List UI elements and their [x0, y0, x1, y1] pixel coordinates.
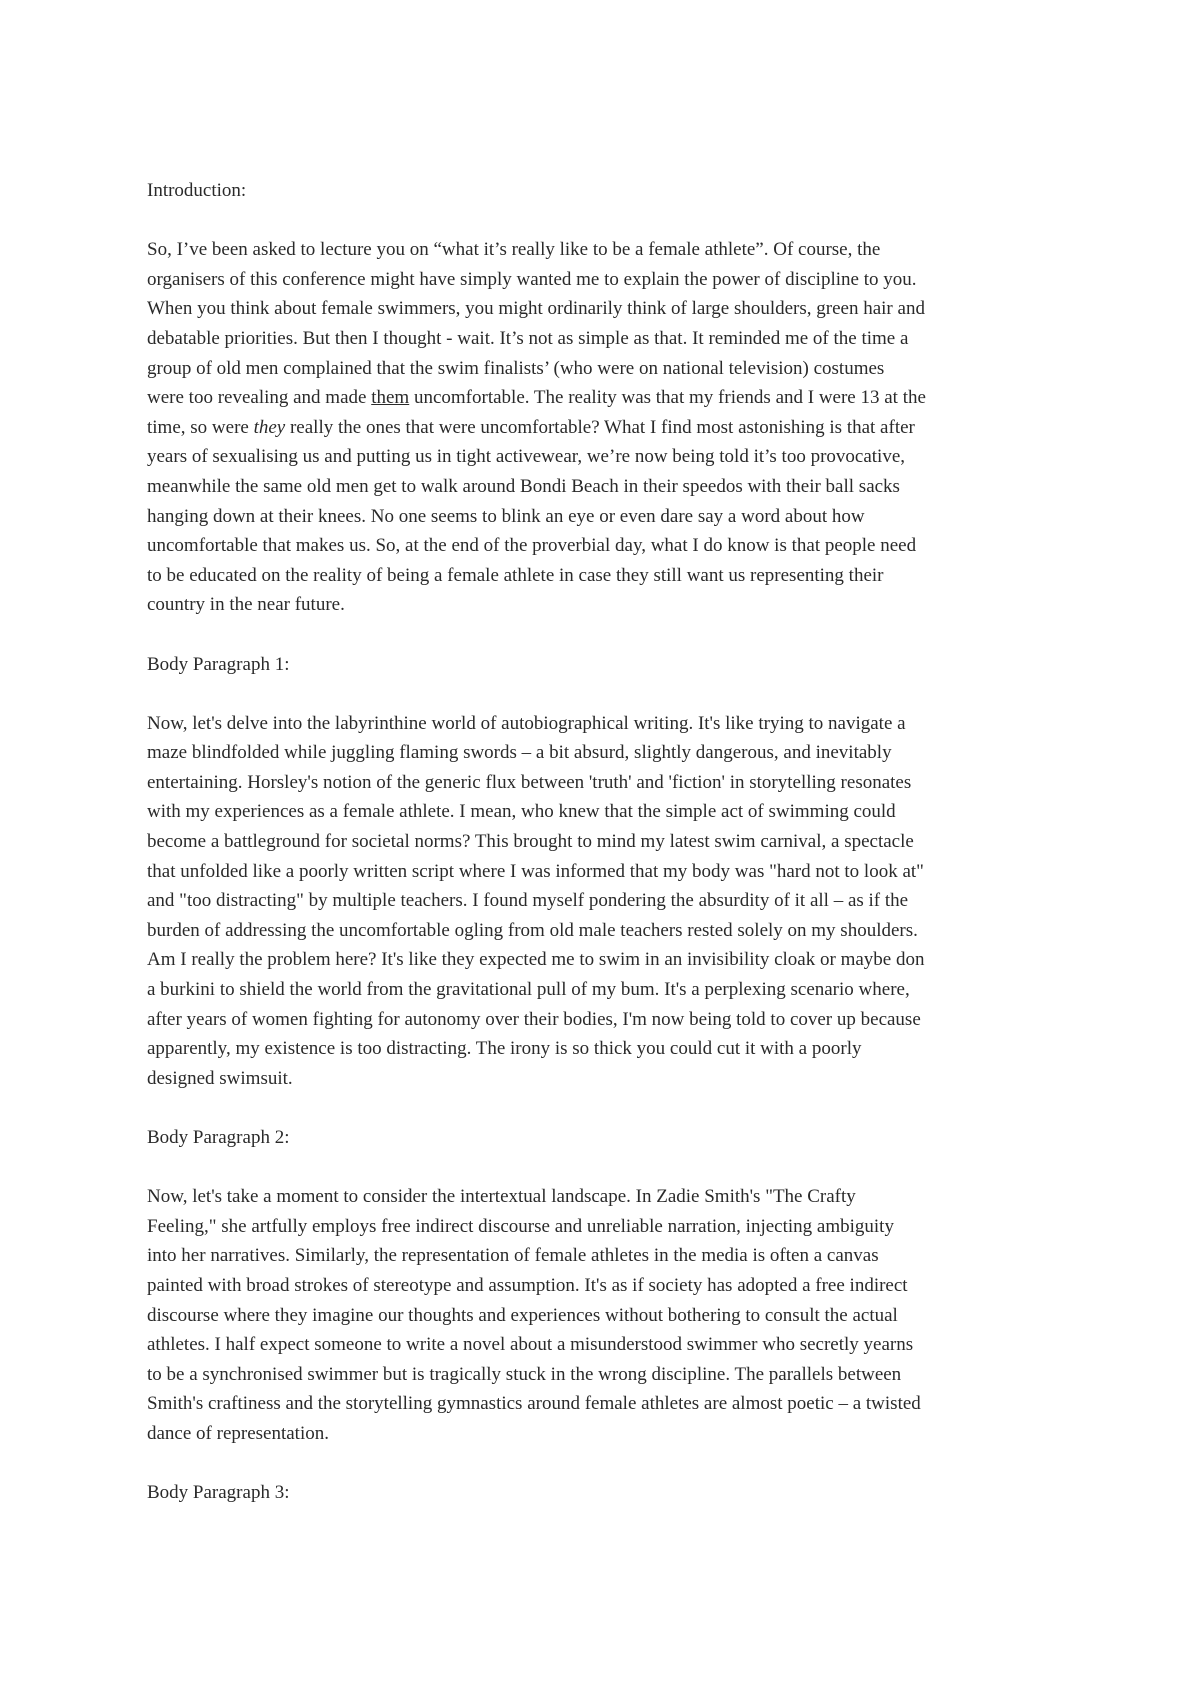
text-line: country in the near future. — [147, 594, 345, 616]
text-line: debatable priorities. But then I thought - wait. It’s not as simple as that. It reminded me of the time a — [147, 327, 909, 349]
text-line: athletes. I half expect someone to write a novel about a misunderstood swimmer who secretly yearns — [147, 1334, 914, 1356]
text-line: burden of addressing the uncomfortable ogling from old male teachers rested solely on my shoulders. — [147, 919, 918, 941]
text-line: become a battleground for societal norms? This brought to mind my latest swim carnival, a spectacle — [147, 831, 914, 853]
text-line: discourse where they imagine our thoughts and experiences without bothering to consult the actual — [147, 1304, 898, 1326]
text-line — [147, 413, 1067, 443]
text-line: So, I’ve been asked to lecture you on “what it’s really like to be a female athlete”. Of course, the — [147, 239, 881, 261]
text-line: a burkini to shield the world from the gravitational pull of my bum. It's a perplexing scenario where, — [147, 979, 910, 1001]
intro-heading: Introduction: — [147, 180, 247, 201]
text-line: dance of representation. — [147, 1422, 329, 1444]
text-line: designed swimsuit. — [147, 1067, 293, 1089]
text-line: meanwhile the same old men get to walk around Bondi Beach in their speedos with their ball sacks — [147, 475, 900, 497]
document-body — [147, 176, 1067, 1537]
text-line: that unfolded like a poorly written script where I was informed that my body was "hard not to look at" — [147, 860, 924, 882]
text-line: to be educated on the reality of being a female athlete in case they still want us representing their — [147, 564, 884, 586]
text-line: organisers of this conference might have simply wanted me to explain the power of discipline to you. — [147, 268, 917, 290]
text-line: uncomfortable that makes us. So, at the end of the proverbial day, what I do know is that people need — [147, 535, 917, 557]
text-run: time, so were — [147, 416, 254, 438]
text-line: group of old men complained that the swim finalists’ (who were on national television) costumes — [147, 357, 885, 379]
text-line: with my experiences as a female athlete. I mean, who knew that the simple act of swimming could — [147, 801, 896, 823]
text-line: Now, let's take a moment to consider the intertextual landscape. In Zadie Smith's "The Crafty — [147, 1186, 856, 1208]
italic-word: they — [253, 416, 286, 438]
text-line: maze blindfolded while juggling flaming swords – a bit absurd, slightly dangerous, and inevitably — [147, 742, 892, 764]
text-line: apparently, my existence is too distracting. The irony is so thick you could cut it with a poorly — [147, 1038, 862, 1060]
body2-paragraph — [147, 1182, 1067, 1448]
text-line: When you think about female swimmers, you might ordinarily think of large shoulders, green hair and — [147, 298, 925, 320]
underlined-word: them — [371, 387, 410, 409]
text-line: entertaining. Horsley's notion of the generic flux between 'truth' and 'fiction' in storytelling resonates — [147, 771, 912, 793]
text-line: painted with broad strokes of stereotype and assumption. It's as if society has adopted a free indirect — [147, 1274, 908, 1296]
text-line — [147, 383, 1067, 413]
body1-paragraph — [147, 709, 1067, 1094]
text-line: and "too distracting" by multiple teachers. I found myself pondering the absurdity of it all – as if the — [147, 890, 909, 912]
text-line: years of sexualising us and putting us in tight activewear, we’re now being told it’s too provocative, — [147, 446, 906, 468]
intro-paragraph — [147, 235, 1067, 620]
text-line: hanging down at their knees. No one seems to blink an eye or even dare say a word about how — [147, 505, 865, 527]
body2-heading: Body Paragraph 2: — [147, 1127, 290, 1148]
text-line: Am I really the problem here? It's like they expected me to swim in an invisibility cloak or maybe don — [147, 949, 925, 971]
body3-heading: Body Paragraph 3: — [147, 1482, 290, 1504]
text-line: Feeling," she artfully employs free indirect discourse and unreliable narration, injecting ambiguity — [147, 1215, 894, 1237]
text-line: to be a synchronised swimmer but is tragically stuck in the wrong discipline. The parallels between — [147, 1363, 902, 1385]
text-run: uncomfortable. The reality was that my friends and I were 13 at the — [409, 387, 926, 409]
text-run: really the ones that were uncomfortable? What I find most astonishing is that after — [285, 416, 915, 438]
text-line: after years of women fighting for autonomy over their bodies, I'm now being told to cover up because — [147, 1008, 921, 1030]
body1-heading: Body Paragraph 1: — [147, 653, 290, 675]
text-run: were too revealing and made — [147, 387, 372, 409]
text-line: Now, let's delve into the labyrinthine world of autobiographical writing. It's like trying to navigate a — [147, 712, 906, 734]
text-line: Smith's craftiness and the storytelling gymnastics around female athletes are almost poetic – a twisted — [147, 1393, 921, 1415]
text-line: into her narratives. Similarly, the representation of female athletes in the media is often a canvas — [147, 1245, 879, 1267]
